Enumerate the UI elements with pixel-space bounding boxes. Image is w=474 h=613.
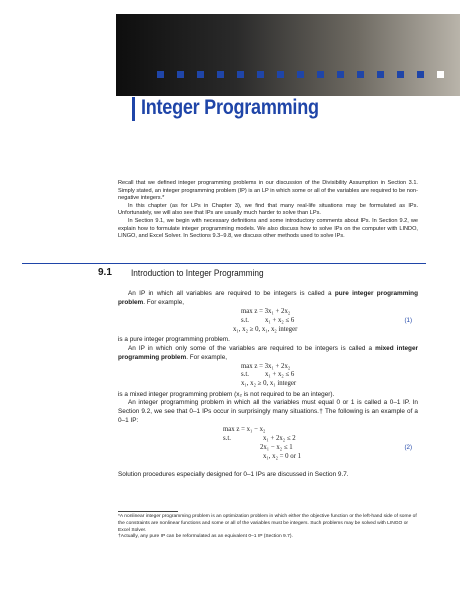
body-paragraph <box>118 290 418 308</box>
blue-square-icon <box>177 71 184 78</box>
blue-square-icon <box>297 71 304 78</box>
footnote: *A nonlinear integer programming problem is an optimization problem in which either the objective function or the left-hand side of some of the constraints are nonlinear functions and some or all of the variables must be integers. Such problems may be solved with LINGO or Excel Solver. <box>118 514 417 533</box>
subject-to-label: s.t. <box>241 371 249 379</box>
blue-square-icon <box>417 71 424 78</box>
chapter-title: Integer Programming <box>141 96 319 119</box>
blue-square-icon <box>197 71 204 78</box>
constraint: x₁, x₂ ≥ 0, x₁, x₂ integer <box>233 325 298 333</box>
objective-function: max z = 3x₁ + 2x₂ <box>241 307 291 315</box>
intro-paragraph: In this chapter (as for LPs in Chapter 3), we find that many real-life situations may be formulated as IPs. Unfortunately, we will also see that IPs are usually much harder to solve than LPs. <box>118 202 418 217</box>
equation-mixed-ip <box>118 363 418 391</box>
text-run: . For example, <box>186 353 228 361</box>
body-paragraph: Solution procedures especially designed for 0–1 IPs are discussed in Section 9.7. <box>118 471 349 479</box>
intro-paragraph: Recall that we defined integer programming problems in our discussion of the Divisibility Assumption in Section 3.1. Simply stated, an integer programming problem (IP) is an LP in which some or all of the variables are required to be non-negative integers.* <box>118 180 418 202</box>
section-divider <box>22 263 426 264</box>
blue-square-icon <box>157 71 164 78</box>
equation-binary-ip <box>118 426 418 471</box>
footnote-divider <box>118 511 178 512</box>
equation-pure-ip <box>118 308 418 336</box>
equation-number: (2) <box>404 443 412 451</box>
body-paragraph: An integer programming problem in which all the variables must equal 0 or 1 is called a 0–1 IP. In Section 9.2, we see that 0–1 IPs occur in surprisingly many situations.† The following is an example of a 0–1 IP: <box>118 399 418 425</box>
term-mixed-ip: mixed integer programming problem <box>118 344 418 361</box>
section-title: Introduction to Integer Programming <box>131 268 264 278</box>
constraint: x₁ + x₂ ≤ 6 <box>265 371 295 379</box>
blue-square-icon <box>277 71 284 78</box>
text-run: . For example, <box>143 298 185 306</box>
body-paragraph: is a pure integer programming problem. <box>118 335 230 343</box>
text-run: An IP in which only some of the variables are required to be integers is called a <box>128 344 376 352</box>
blue-square-icon <box>397 71 404 78</box>
blue-square-icon <box>337 71 344 78</box>
constraint: x₁, x₂ ≥ 0, x₁ integer <box>241 380 297 388</box>
body-paragraph <box>118 345 418 363</box>
blue-square-icon <box>237 71 244 78</box>
chapter-intro <box>118 180 418 241</box>
objective-function: max z = 3x₁ + 2x₂ <box>241 362 291 370</box>
constraint: x₁ + x₂ ≤ 6 <box>265 316 295 324</box>
blue-square-icon <box>317 71 324 78</box>
section-body <box>118 290 418 480</box>
subject-to-label: s.t. <box>241 316 249 324</box>
blue-square-icon <box>357 71 364 78</box>
constraint: x₁ + 2x₂ ≤ 2 <box>263 435 296 443</box>
objective-function: max z = x₁ − x₂ <box>223 426 266 434</box>
constraint: 2x₁ − x₂ ≤ 1 <box>260 443 293 451</box>
subject-to-label: s.t. <box>223 435 231 443</box>
blue-square-icon <box>217 71 224 78</box>
body-paragraph: is a mixed integer programming problem (x₂ is not required to be an integer). <box>118 390 335 398</box>
constraint: x₁, x₂ = 0 or 1 <box>263 452 302 460</box>
text-run: An IP in which all variables are required to be integers is called a <box>128 290 335 297</box>
equation-number: (1) <box>404 316 412 324</box>
title-accent-bar <box>132 97 135 121</box>
white-square-icon <box>437 71 444 78</box>
term-pure-ip: pure integer programming problem <box>118 290 418 306</box>
footnotes <box>118 514 418 541</box>
intro-paragraph: In Section 9.1, we begin with necessary definitions and some introductory comments about IPs. In Section 9.2, we explain how to formulate integer programming models. We also discuss how to solve IPs on the computer with LINDO, LINGO, and Excel Solver. In Sections 9.3–9.8, we discuss other methods used to solve IPs. <box>118 217 418 240</box>
footnote: †Actually, any pure IP can be reformulated as an equivalent 0–1 IP (Section 9.7). <box>118 534 293 540</box>
header-squares <box>0 0 474 100</box>
section-number: 9.1 <box>98 267 112 278</box>
blue-square-icon <box>257 71 264 78</box>
blue-square-icon <box>377 71 384 78</box>
